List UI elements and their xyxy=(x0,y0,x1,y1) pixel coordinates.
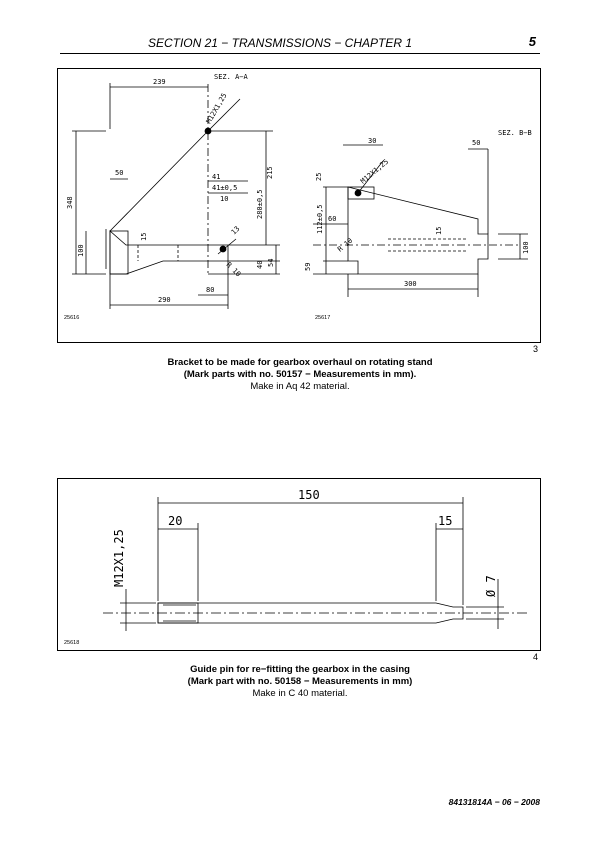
dim-15-right: 15 xyxy=(435,226,443,235)
page-header xyxy=(60,34,540,54)
figure-3-caption xyxy=(60,357,540,393)
dim-60: 60 xyxy=(328,215,337,223)
drawing-code-pin: 25618 xyxy=(64,640,80,646)
thread-label-pin: M12X1,25 xyxy=(112,529,126,587)
dim-40: 40 xyxy=(256,260,264,269)
section-title: SECTION 21 − TRANSMISSIONS − CHAPTER 1 xyxy=(147,36,413,50)
dim-10: 10 xyxy=(220,195,229,203)
dim-25: 25 xyxy=(315,172,323,181)
dim-348: 348 xyxy=(66,196,74,209)
figure-4-caption-line1: Guide pin for re−fitting the gearbox in the casing xyxy=(190,664,410,675)
dim-59: 59 xyxy=(304,262,312,271)
dim-239: 239 xyxy=(153,78,166,86)
drawing-code-left: 25616 xyxy=(64,315,80,321)
dim-15-left: 15 xyxy=(140,232,148,241)
figure-3-number: 3 xyxy=(533,344,539,354)
dim-r10-right: R 10 xyxy=(336,236,355,254)
dim-41: 41 xyxy=(212,173,221,181)
section-label-aa: SEZ. A−A xyxy=(214,73,248,81)
dim-r10-left: R 10 xyxy=(224,260,243,279)
figure-4-number: 4 xyxy=(533,652,539,662)
bracket-right-body xyxy=(348,187,488,274)
figure-3-drawing xyxy=(57,68,541,343)
figure-4-caption-line2: (Mark part with no. 50158 − Measurements in mm) xyxy=(187,676,413,687)
dim-100-right: 100 xyxy=(522,241,530,254)
dim-13: 13 xyxy=(229,224,242,237)
dim-54: 54 xyxy=(267,258,275,267)
dim-15-pin: 15 xyxy=(438,514,453,528)
header-rule xyxy=(60,53,540,54)
dim-30: 30 xyxy=(368,137,377,145)
thread-label-right: M12X1,25 xyxy=(359,157,391,186)
dim-112: 112±0,5 xyxy=(316,204,324,234)
bracket-left-diagonal xyxy=(110,131,208,231)
dim-290: 290 xyxy=(158,296,171,304)
dim-50-right: 50 xyxy=(472,139,481,147)
dim-50: 50 xyxy=(115,169,124,177)
bracket-technical-drawing xyxy=(58,69,540,342)
figure-4-drawing xyxy=(57,478,541,651)
figure-3-caption-line1: Bracket to be made for gearbox overhaul on rotating stand xyxy=(167,357,433,368)
figure-3-caption-line3: Make in Aq 42 material. xyxy=(250,381,350,392)
dim-80: 80 xyxy=(206,286,215,294)
figure-4-caption-line3: Make in C 40 material. xyxy=(252,688,348,699)
page-number: 5 xyxy=(528,34,536,49)
dim-215: 215 xyxy=(266,166,274,179)
dim-diameter: Ø 7 xyxy=(484,575,498,597)
drawing-code-right: 25617 xyxy=(315,315,331,321)
dim-300: 300 xyxy=(404,280,417,288)
dim-150: 150 xyxy=(298,488,320,502)
dim-100: 100 xyxy=(77,244,85,257)
figure-4-caption xyxy=(60,664,540,700)
dim-20: 20 xyxy=(168,514,183,528)
dim-41-tol: 41±0,5 xyxy=(212,184,238,192)
document-code: 84131814A − 06 − 2008 xyxy=(448,797,540,807)
thread-label-left: M12X1,25 xyxy=(204,91,229,125)
guide-pin-technical-drawing xyxy=(58,479,540,650)
section-label-bb: SEZ. B−B xyxy=(498,129,532,137)
dim-280: 280±0,5 xyxy=(256,189,264,219)
figure-3-caption-line2: (Mark parts with no. 50157 − Measurements in mm). xyxy=(183,369,417,380)
